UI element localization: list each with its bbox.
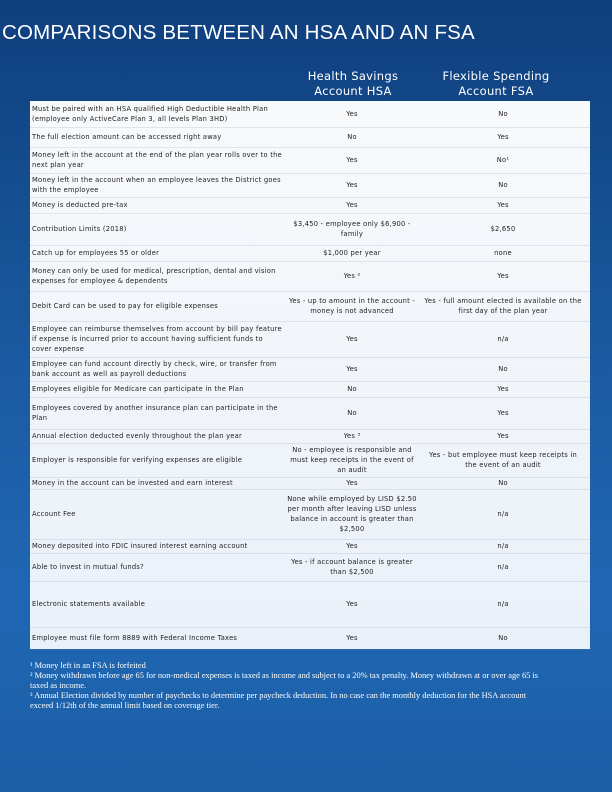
table-row bbox=[30, 397, 590, 430]
row-fsa-value: Yes bbox=[497, 201, 509, 209]
row-hsa-value: Yes bbox=[346, 479, 358, 487]
row-hsa-value: Yes ³ bbox=[343, 432, 361, 440]
row-hsa-value: No bbox=[347, 409, 357, 417]
row-fsa-value: Yes bbox=[497, 133, 509, 141]
row-hsa-value: Yes bbox=[346, 335, 358, 343]
table-row bbox=[30, 553, 590, 582]
row-feature: Money can only be used for medical, prescription, dental and vision expenses for employee & dependents bbox=[32, 267, 276, 285]
table-row bbox=[30, 489, 590, 540]
row-fsa-value: No bbox=[498, 634, 508, 642]
table-row bbox=[30, 197, 590, 214]
row-feature: Debit Card can be used to pay for eligible expenses bbox=[32, 302, 218, 310]
row-fsa-value: n/a bbox=[497, 335, 509, 343]
row-hsa-value: No bbox=[347, 385, 357, 393]
row-feature: Annual election deducted evenly throughout the plan year bbox=[32, 432, 243, 440]
row-hsa-value: Yes - if account balance is greater than $2,500 bbox=[291, 558, 413, 576]
row-feature: Money left in the account when an employee leaves the District goes with the employee bbox=[32, 176, 281, 194]
table-row bbox=[30, 101, 590, 128]
table-row bbox=[30, 581, 590, 628]
footnote-1: ¹ Money left in an FSA is forfeited bbox=[30, 661, 146, 670]
row-feature: Employee must file form 8889 with Federal Income Taxes bbox=[32, 634, 238, 642]
table-row bbox=[30, 321, 590, 358]
row-hsa-value: Yes bbox=[346, 156, 358, 164]
row-feature: Electronic statements available bbox=[32, 600, 146, 608]
table-row bbox=[30, 173, 590, 198]
column-header-fsa: Flexible Spending Account FSA bbox=[442, 69, 550, 98]
row-hsa-value: Yes bbox=[346, 542, 358, 550]
row-fsa-value: n/a bbox=[497, 542, 509, 550]
row-fsa-value: $2,650 bbox=[490, 225, 516, 233]
row-feature: Account Fee bbox=[32, 510, 76, 518]
row-hsa-value: None while employed by LISD $2.50 per month after leaving LISD unless balance in account is greater than $2,500 bbox=[287, 495, 417, 533]
row-feature: Employer is responsible for verifying expenses are eligible bbox=[32, 456, 243, 464]
row-fsa-value: Yes bbox=[497, 432, 509, 440]
row-feature: Money in the account can be invested and earn interest bbox=[32, 479, 233, 487]
row-fsa-value: none bbox=[494, 249, 512, 257]
table-row bbox=[30, 443, 590, 478]
row-fsa-value: No bbox=[498, 181, 508, 189]
table-row bbox=[30, 261, 590, 292]
row-fsa-value: Yes bbox=[497, 385, 509, 393]
row-feature: Employee can fund account directly by check, wire, or transfer from bank account as well as payroll deductions bbox=[32, 360, 277, 378]
row-hsa-value: Yes bbox=[346, 110, 358, 118]
row-hsa-value: Yes bbox=[346, 634, 358, 642]
row-hsa-value: No bbox=[347, 133, 357, 141]
table-row bbox=[30, 627, 590, 650]
table-row bbox=[30, 291, 590, 322]
row-fsa-value: No¹ bbox=[496, 156, 510, 164]
row-feature: Money left in the account at the end of the plan year rolls over to the next plan year bbox=[32, 151, 282, 169]
row-fsa-value: Yes - but employee must keep receipts in the event of an audit bbox=[429, 451, 577, 469]
row-hsa-value: Yes bbox=[346, 181, 358, 189]
table-row bbox=[30, 539, 590, 554]
table-row bbox=[30, 381, 590, 398]
row-fsa-value: Yes bbox=[497, 409, 509, 417]
row-feature: Able to invest in mutual funds? bbox=[32, 563, 144, 571]
table-row bbox=[30, 213, 590, 246]
row-hsa-value: Yes bbox=[346, 365, 358, 373]
row-fsa-value: Yes bbox=[497, 272, 509, 280]
row-fsa-value: n/a bbox=[497, 563, 509, 571]
row-feature: Contribution Limits (2018) bbox=[32, 225, 127, 233]
row-fsa-value: No bbox=[498, 110, 508, 118]
row-feature: Employee can reimburse themselves from account by bill pay feature if expense is incurred prior to account having sufficient funds to cover expense bbox=[32, 325, 282, 353]
row-hsa-value: No - employee is responsible and must keep receipts in the event of an audit bbox=[290, 446, 414, 474]
row-hsa-value: Yes bbox=[346, 201, 358, 209]
column-header-hsa: Health Savings Account HSA bbox=[307, 69, 399, 98]
row-feature: Money is deducted pre-tax bbox=[32, 201, 128, 209]
comparison-table bbox=[30, 101, 590, 649]
table-row bbox=[30, 127, 590, 148]
row-hsa-value: $1,000 per year bbox=[323, 249, 381, 257]
row-feature: Employees eligible for Medicare can participate in the Plan bbox=[32, 385, 244, 393]
row-feature: Money deposited into FDIC insured interest earning account bbox=[32, 542, 248, 550]
row-feature: Must be paired with an HSA qualified High Deductible Health Plan (employee only ActiveCare Plan 3, all levels Plan 3HD) bbox=[32, 105, 268, 123]
row-hsa-value: Yes ² bbox=[343, 272, 361, 280]
footnote-3: ³ Annual Election divided by number of paychecks to determine per paycheck deduction. In no case can the monthly deduction for the HSA account exceed 1/12th of the annual limit based on coverage tier. bbox=[30, 691, 527, 710]
row-hsa-value: Yes - up to amount in the account - money is not advanced bbox=[288, 297, 416, 315]
row-hsa-value: $3,450 - employee only $6,900 - family bbox=[293, 220, 411, 238]
footnote-2: ² Money withdrawn before age 65 for non-medical expenses is taxed as income and subject to a 20% tax penalty. Money withdrawn at or over age 65 is taxed as income. bbox=[30, 671, 539, 690]
table-row bbox=[30, 245, 590, 262]
row-fsa-value: n/a bbox=[497, 510, 509, 518]
footnotes bbox=[30, 661, 550, 711]
row-fsa-value: No bbox=[498, 479, 508, 487]
table-row bbox=[30, 147, 590, 174]
row-feature: Catch up for employees 55 or older bbox=[32, 249, 160, 257]
row-hsa-value: Yes bbox=[346, 600, 358, 608]
row-fsa-value: No bbox=[498, 365, 508, 373]
table-row bbox=[30, 357, 590, 382]
page-title: COMPARISONS BETWEEN AN HSA AND AN FSA bbox=[2, 21, 475, 44]
table-row bbox=[30, 429, 590, 444]
row-feature: The full election amount can be accessed right away bbox=[32, 133, 222, 141]
row-fsa-value: n/a bbox=[497, 600, 509, 608]
row-fsa-value: Yes - full amount elected is available on the first day of the plan year bbox=[424, 297, 582, 315]
row-feature: Employees covered by another insurance plan can participate in the Plan bbox=[32, 404, 278, 422]
